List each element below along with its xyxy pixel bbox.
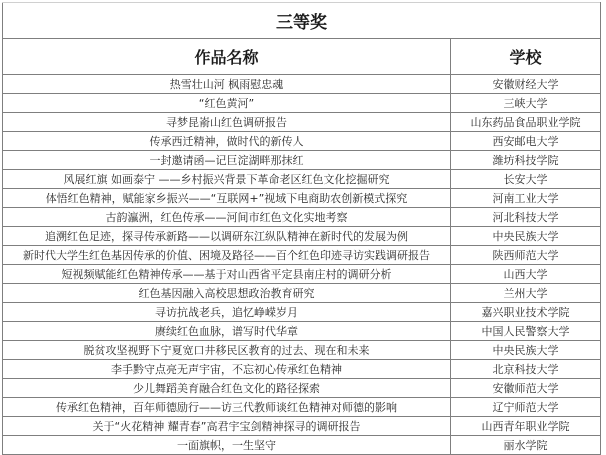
school-cell: 西安邮电大学 xyxy=(451,132,601,151)
work-name-cell: 古韵瀛洲，红色传承——河间市红色文化实地考察 xyxy=(3,208,451,227)
table-row xyxy=(3,379,601,398)
school-cell: 丽水学院 xyxy=(451,436,601,455)
work-name-cell: 热雪壮山河 枫雨慰忠魂 xyxy=(3,75,451,94)
table-row xyxy=(3,113,601,132)
table-row xyxy=(3,94,601,113)
work-name-cell: 寻访抗战老兵，追忆峥嵘岁月 xyxy=(3,303,451,322)
table-row xyxy=(3,284,601,303)
table-row xyxy=(3,322,601,341)
table-row xyxy=(3,303,601,322)
school-cell: 山东药品食品职业学院 xyxy=(451,113,601,132)
table-row xyxy=(3,436,601,455)
work-name-cell: 一面旗帜，一生坚守 xyxy=(3,436,451,455)
award-table xyxy=(2,2,601,455)
school-cell: 河北科技大学 xyxy=(451,208,601,227)
work-name-cell: 李手黔守点亮无声宇宙，不忘初心传承红色精神 xyxy=(3,360,451,379)
table-row xyxy=(3,170,601,189)
work-name-cell: 赓续红色血脉，谱写时代华章 xyxy=(3,322,451,341)
work-name-cell: 风展红旗 如画泰宁 ——乡村振兴背景下革命老区红色文化挖掘研究 xyxy=(3,170,451,189)
school-cell: 潍坊科技学院 xyxy=(451,151,601,170)
work-name-cell: 红色基因融入高校思想政治教育研究 xyxy=(3,284,451,303)
header-school: 学校 xyxy=(451,39,601,75)
school-cell: 北京科技大学 xyxy=(451,360,601,379)
work-name-cell: 寻梦昆嵛山红色调研报告 xyxy=(3,113,451,132)
school-cell: 辽宁师范大学 xyxy=(451,398,601,417)
work-name-cell: 追溯红色足迹，探寻传承新路——以调研东江纵队精神在新时代的发展为例 xyxy=(3,227,451,246)
work-name-cell: 脱贫攻坚视野下宁夏宽口井移民区教育的过去、现在和未来 xyxy=(3,341,451,360)
table-row xyxy=(3,246,601,265)
work-name-cell: 少儿舞蹈美育融合红色文化的路径探索 xyxy=(3,379,451,398)
table-row xyxy=(3,132,601,151)
school-cell: 山西大学 xyxy=(451,265,601,284)
school-cell: 河南工业大学 xyxy=(451,189,601,208)
table-row xyxy=(3,208,601,227)
table-row xyxy=(3,189,601,208)
school-cell: 兰州大学 xyxy=(451,284,601,303)
table-row xyxy=(3,265,601,284)
work-name-cell: 传承西迁精神，做时代的新传人 xyxy=(3,132,451,151)
work-name-cell: “红色黄河” xyxy=(3,94,451,113)
school-cell: 长安大学 xyxy=(451,170,601,189)
school-cell: 三峡大学 xyxy=(451,94,601,113)
work-name-cell: 传承红色精神，百年师德励行——访三代教师谈红色精神对师德的影响 xyxy=(3,398,451,417)
school-cell: 山西青年职业学院 xyxy=(451,417,601,436)
school-cell: 中央民族大学 xyxy=(451,341,601,360)
header-work-name: 作品名称 xyxy=(3,39,451,75)
table-row xyxy=(3,151,601,170)
work-name-cell: 关于“火花精神 耀青春”高君宇宝剑精神探寻的调研报告 xyxy=(3,417,451,436)
table-row xyxy=(3,227,601,246)
work-name-cell: 体悟红色精神，赋能家乡振兴——“互联网+”视域下电商助农创新模式探究 xyxy=(3,189,451,208)
table-row xyxy=(3,398,601,417)
table-row xyxy=(3,360,601,379)
table-row xyxy=(3,75,601,94)
school-cell: 中央民族大学 xyxy=(451,227,601,246)
work-name-cell: 一封邀请函—记巨淀湖畔那抹红 xyxy=(3,151,451,170)
award-title: 三等奖 xyxy=(3,3,601,39)
school-cell: 嘉兴职业技术学院 xyxy=(451,303,601,322)
table-row xyxy=(3,341,601,360)
table-row xyxy=(3,417,601,436)
title-row xyxy=(3,3,601,39)
header-row xyxy=(3,39,601,75)
work-name-cell: 新时代大学生红色基因传承的价值、困境及路径——百个红色印迹寻访实践调研报告 xyxy=(3,246,451,265)
work-name-cell: 短视频赋能红色精神传承——基于对山西省平定县南庄村的调研分析 xyxy=(3,265,451,284)
school-cell: 陕西师范大学 xyxy=(451,246,601,265)
school-cell: 中国人民警察大学 xyxy=(451,322,601,341)
school-cell: 安徽师范大学 xyxy=(451,379,601,398)
school-cell: 安徽财经大学 xyxy=(451,75,601,94)
